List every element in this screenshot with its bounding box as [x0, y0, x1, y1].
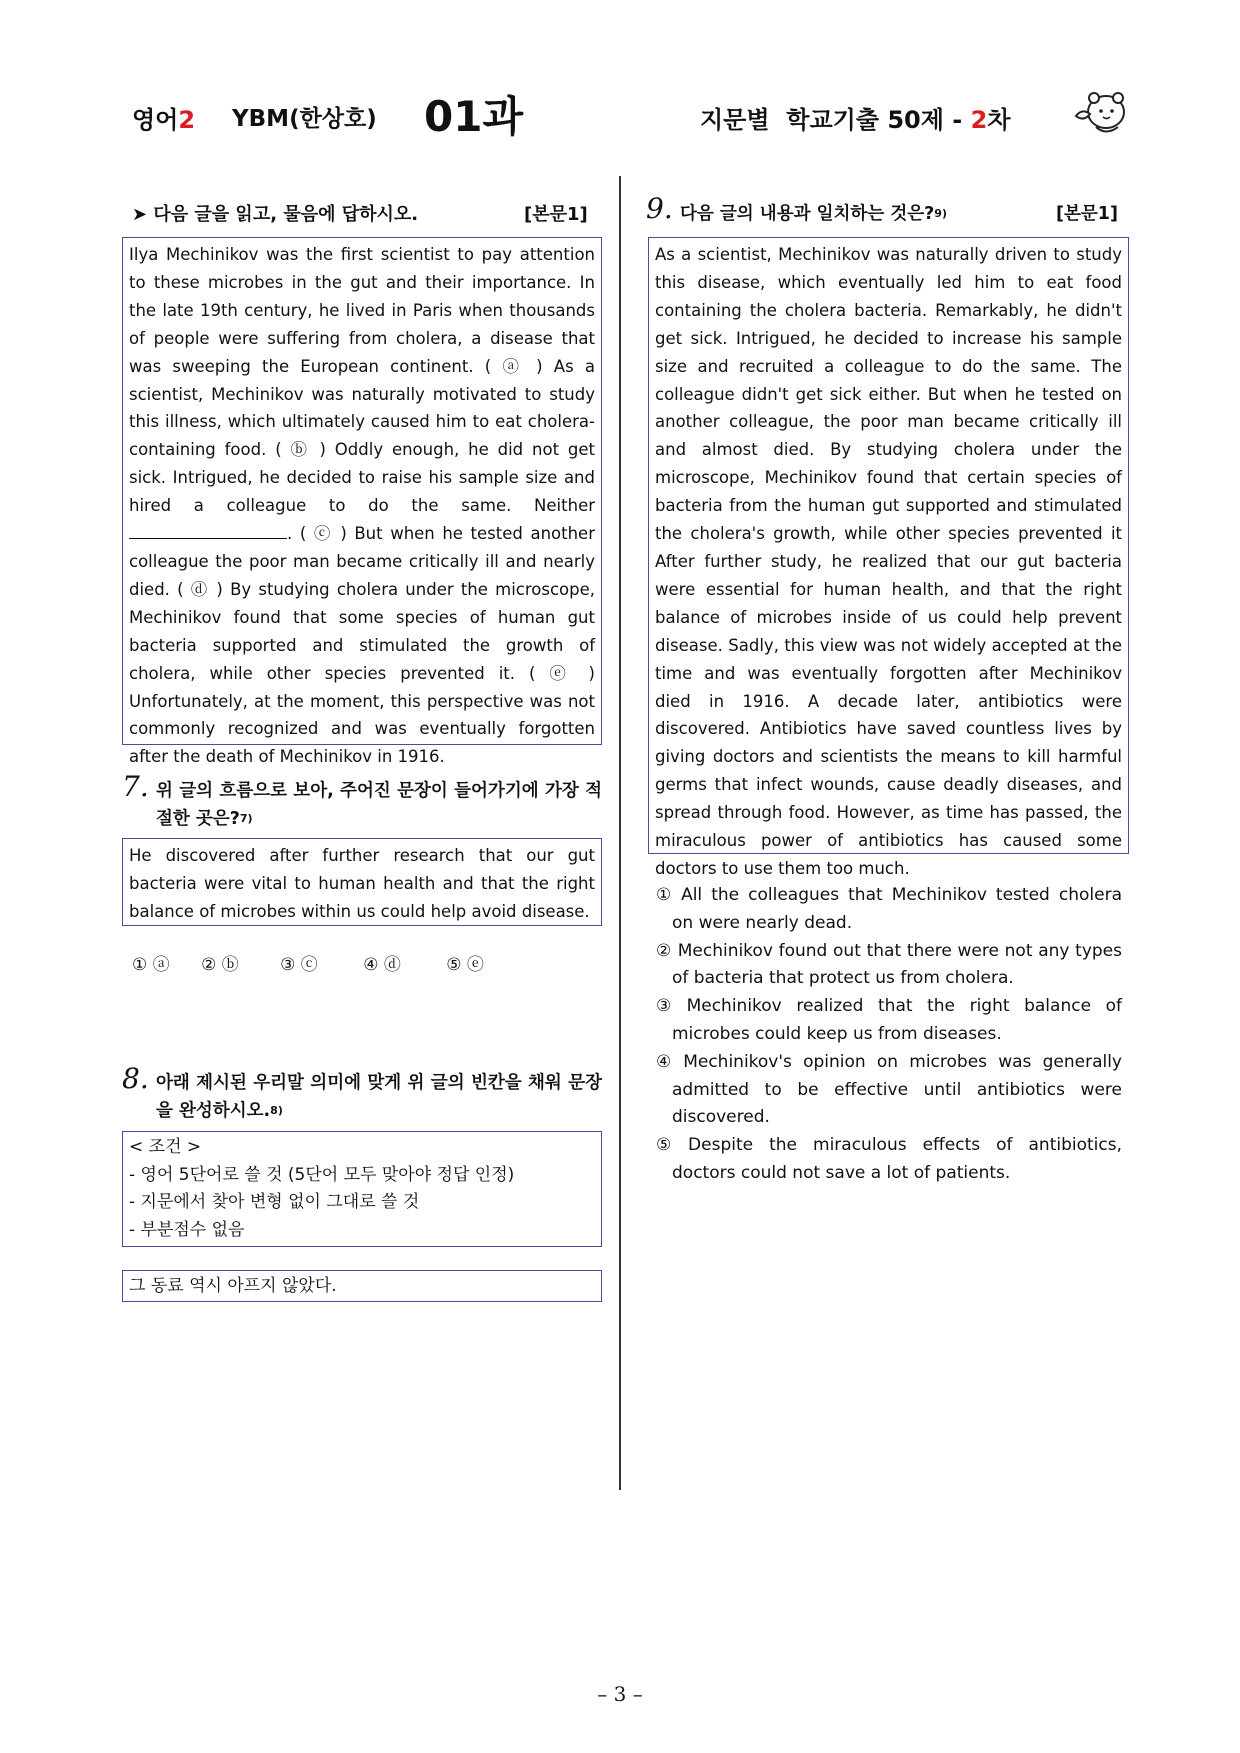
page-number: – 3 –: [597, 1682, 643, 1706]
q8-question: 아래 제시된 우리말 의미에 맞게 위 글의 빈칸을 채워 문장을 완성하시오.$^{8)}$: [156, 1073, 602, 1121]
q8-korean-hint: 그 동료 역시 아프지 않았다.: [122, 1270, 602, 1302]
passage-text-part2: . ( ⓒ ) But when he tested another colleague the poor man became critically ill and nearly died. ( ⓓ ) By studying cholera under the microscope, Mechinikov found that some species of human gut bacteria supported and stimulated the growth of cholera, while other species prevented it. ( ⓔ ) Unfortunately, at the moment, this perspective was not commonly recognized and was eventually forgotten after the death of Mechinikov in 1916.: [129, 524, 595, 767]
passage-text-part1: Ilya Mechinikov was the first scientist to pay attention to these microbes in the gut and their importance. In the late 19th century, he lived in Paris when thousands of people were suffering from cholera, a disease that was sweeping the European continent. ( ⓐ ) As a scientist, Mechinikov was naturally motivated to study this illness, which ultimately caused him to eat cholera-containing food. ( ⓑ ) Oddly enough, he did not get sick. Intrigued, he decided to raise his sample size and hired a colleague to do the same. Neither: [129, 245, 595, 516]
publisher-label: YBM(한상호): [232, 106, 377, 132]
condition-item: - 지문에서 찾아 변형 없이 그대로 쓸 것: [129, 1192, 420, 1212]
q9-source-tag: [본문1]: [1056, 204, 1118, 224]
condition-title: < 조건 >: [129, 1137, 202, 1157]
q9-option-3[interactable]: ③ Mechinikov realized that the right balance of microbes could keep us from diseases.: [656, 996, 1122, 1044]
answer-blank: [129, 522, 287, 539]
set-title: 지문별 학교기출 50제 - 2차: [700, 106, 1011, 134]
instruction-text: ➤ 다음 글을 읽고, 물음에 답하시오.: [132, 204, 419, 225]
mascot-icon: [1072, 86, 1132, 138]
instruction-row: [132, 200, 592, 226]
q9-question: 다음 글의 내용과 일치하는 것은?$^{9)}$ [본문1]: [680, 200, 1130, 228]
q7-choice-3[interactable]: ③ ⓒ: [280, 955, 318, 975]
q9-options: [656, 882, 1122, 1188]
q7-choice-5[interactable]: ⑤ ⓔ: [446, 955, 484, 975]
subject-label: 영어2: [132, 106, 196, 134]
q7-choices: [132, 950, 510, 975]
q7-choice-2[interactable]: ② ⓑ: [201, 955, 239, 975]
passage-box: [122, 237, 602, 767]
q9-passage-box: As a scientist, Mechinikov was naturally driven to study this disease, which eventually led him to eat food containing the cholera bacteria. Remarkably, he didn't get sick. Intrigued, he decided to increase his sample size and recruited a colleague to do the same. The colleague didn't get sick either. But when he tested on another colleague, the poor man became critically ill and almost died. By studying cholera under the microscope, Mechinikov found that certain species of bacteria from the human gut supported and stimulated the cholera's growth, while other species prevented it After further study, he realized that our gut bacteria were essential for human health, and that the right balance of microbes inside of us could help prevent disease. Sadly, this view was not widely accepted at the time and was eventually forgotten after Mechinikov died in 1916. A decade later, antibiotics were discovered. Antibiotics have saved countless lives by giving doctors and scientists the means to kill harmful germs that infect wounds, cause deadly diseases, and spread through food. However, as time has passed, the miraculous power of antibiotics has caused some doctors to use them too much.: [648, 237, 1129, 854]
q8-number: 8.: [122, 1062, 149, 1095]
q9-option-2[interactable]: ② Mechinikov found out that there were not any types of bacteria that protect us from cholera.: [656, 940, 1123, 989]
q7-choice-4[interactable]: ④ ⓓ: [363, 955, 401, 975]
page-header: [0, 0, 1240, 160]
q7-question: 위 글의 흐름으로 보아, 주어진 문장이 들어가기에 가장 적절한 곳은?$^{7)}$: [156, 781, 602, 829]
source-tag: [본문1]: [524, 204, 588, 225]
q9-number: 9.: [646, 192, 673, 225]
q7-number: 7.: [122, 770, 149, 803]
q9-option-1[interactable]: ① All the colleagues that Mechinikov tested cholera on were nearly dead.: [656, 885, 1122, 933]
condition-item: - 영어 5단어로 쓸 것 (5단어 모두 맞아야 정답 인정): [129, 1164, 515, 1185]
q9-option-4[interactable]: ④ Mechinikov's opinion on microbes was generally admitted to be effective until antibiotics were discovered.: [656, 1051, 1122, 1128]
q9-option-5[interactable]: ⑤ Despite the miraculous effects of antibiotics, doctors could not save a lot of patients.: [656, 1135, 1123, 1183]
condition-item: - 부분점수 없음: [129, 1219, 245, 1240]
column-divider: [619, 176, 621, 1490]
q7-choice-1[interactable]: ① ⓐ: [132, 955, 170, 975]
lesson-title: 01과: [424, 92, 524, 141]
q8-conditions: [122, 1131, 602, 1247]
q7-given-sentence: He discovered after further research that our gut bacteria were vital to human health and that the right balance of microbes within us could help avoid disease.: [122, 838, 602, 926]
